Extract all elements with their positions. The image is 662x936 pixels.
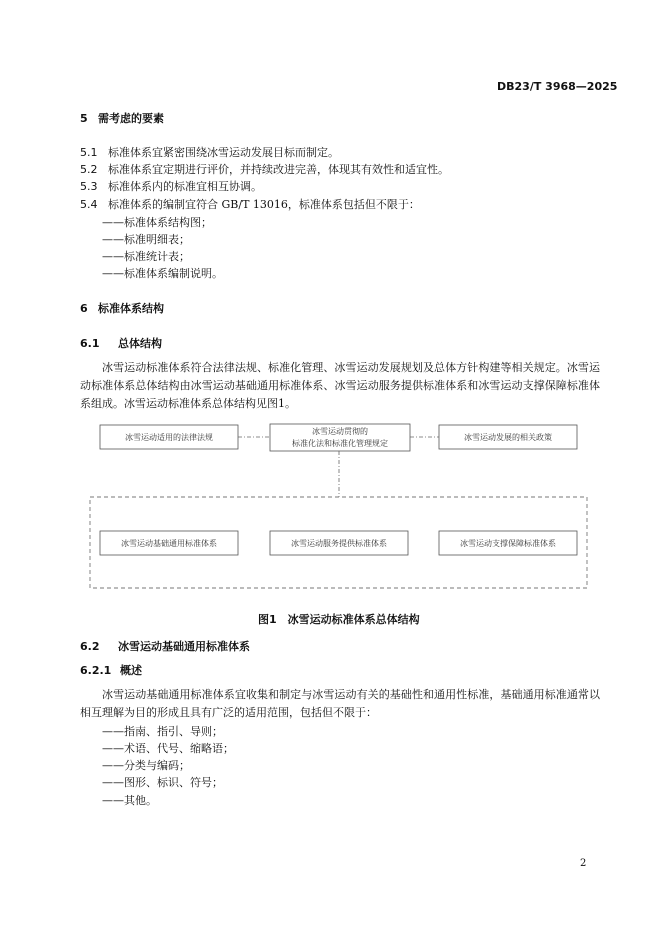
- section-6-1-paragraph: 冰雪运动标准体系符合法律法规、标准化管理、冰雪运动发展规划及总体方针构建等相关规定。冰雪运动标准体系总体结构由冰雪运动基础通用标准体系、冰雪运动服务提供标准体系和冰雪运动支撑保障标准体系组成。冰雪运动标准体系总体结构见图1。: [80, 361, 600, 410]
- section-6-1-title: 总体结构: [118, 337, 162, 350]
- support-guarantee-box-label: 冰雪运动支撑保障标准体系: [460, 539, 556, 548]
- standardization-box-label-line1: 冰雪运动贯彻的: [312, 427, 368, 436]
- list-item: ——标准体系编制说明。: [102, 267, 223, 280]
- section-6-1-number: 6.1: [80, 337, 100, 350]
- policy-box-label: 冰雪运动发展的相关政策: [464, 433, 552, 442]
- section-6-2-1-title: 概述: [120, 664, 142, 677]
- list-item: ——分类与编码；: [102, 759, 190, 772]
- list-item: ——其他。: [102, 794, 157, 807]
- list-item: ——标准明细表；: [102, 233, 190, 246]
- document-code: DB23/T 3968—2025: [497, 80, 618, 93]
- section-6-2-1-heading: [80, 662, 142, 678]
- list-item: ——术语、代号、缩略语；: [102, 742, 234, 755]
- clause-number: 5.2: [80, 163, 98, 176]
- section-6-2-1-paragraph: 冰雪运动基础通用标准体系宜收集和制定与冰雪运动有关的基础性和通用性标准，基础通用标准通常以相互理解为目的形成且具有广泛的适用范围，包括但不限于：: [80, 688, 600, 719]
- section-6-title: 标准体系结构: [98, 302, 164, 315]
- clause-number: 5.4: [80, 198, 98, 211]
- clause-text: 标准体系宜定期进行评价，并持续改进完善，体现其有效性和适宜性。: [108, 163, 449, 176]
- figure-caption: 图1 冰雪运动标准体系总体结构: [258, 613, 420, 626]
- clause-text: 标准体系内的标准宜相互协调。: [108, 180, 262, 193]
- section-6-2-1-number: 6.2.1: [80, 664, 112, 677]
- service-provision-box-label: 冰雪运动服务提供标准体系: [291, 539, 387, 548]
- section-6-2-heading: [80, 638, 250, 654]
- list-item: ——标准统计表；: [102, 250, 190, 263]
- page-number: 2: [580, 858, 587, 869]
- clause-text: 标准体系的编制宜符合 GB/T 13016，标准体系包括但不限于：: [108, 198, 420, 211]
- section-6-2-number: 6.2: [80, 640, 100, 653]
- law-box-label: 冰雪运动适用的法律法规: [125, 433, 213, 442]
- section-6-number: 6: [80, 302, 88, 315]
- clause-text: 标准体系宜紧密围绕冰雪运动发展目标而制定。: [108, 146, 339, 159]
- basic-general-box-label: 冰雪运动基础通用标准体系: [121, 539, 217, 548]
- list-item: ——标准体系结构图；: [102, 216, 212, 229]
- section-6-2-title: 冰雪运动基础通用标准体系: [118, 640, 250, 653]
- section-5-number: 5: [80, 112, 88, 125]
- clause-number: 5.1: [80, 146, 98, 159]
- clause-number: 5.3: [80, 180, 98, 193]
- list-item: ——指南、指引、导则；: [102, 725, 223, 738]
- section-5-title: 需考虑的要素: [98, 112, 164, 125]
- list-item: ——图形、标识、符号；: [102, 776, 223, 789]
- standardization-box-label-line2: 标准化法和标准化管理规定: [292, 439, 388, 448]
